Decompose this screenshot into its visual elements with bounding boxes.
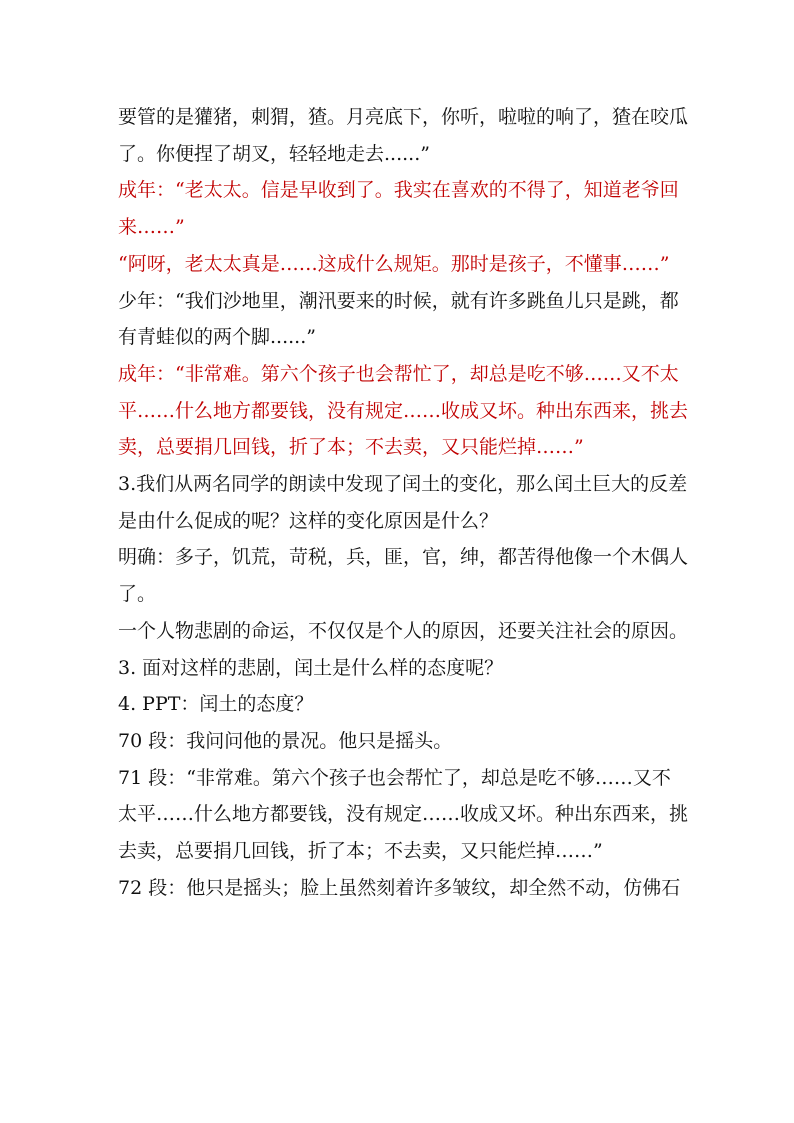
text-line: 了。你便捏了胡叉，轻轻地走去......” [118, 142, 430, 165]
text-line-red: 成年：“老太太。信是早收到了。我实在喜欢的不得了，知道老爷回 [118, 179, 679, 202]
text-line: 3. 面对这样的悲剧，闰土是什么样的态度呢？ [118, 656, 504, 679]
text-line: 70 段：我问问他的景况。他只是摇头。 [118, 729, 453, 752]
text-line-red: 平……什么地方都要钱，没有规定……收成又坏。种出东西来，挑去 [118, 399, 689, 422]
document-body [118, 99, 698, 906]
text-line-red: 成年：“非常难。第六个孩子也会帮忙了，却总是吃不够……又不太 [118, 362, 679, 385]
text-line-red: 卖，总要捐几回钱，折了本；不去卖，又只能烂掉……” [118, 436, 584, 459]
text-line: 4. PPT：闰土的态度？ [118, 693, 314, 716]
text-line: 有青蛙似的两个脚......” [118, 326, 316, 349]
text-line: 明确：多子，饥荒，苛税，兵，匪，官，绅，都苦得他像一个木偶人 [118, 546, 689, 569]
text-line: 72 段：他只是摇头；脸上虽然刻着许多皱纹，却全然不动，仿佛石 [118, 876, 681, 899]
text-line-red: 来……” [118, 216, 185, 239]
text-line: 少年：“我们沙地里，潮汛要来的时候，就有许多跳鱼儿只是跳，都 [118, 289, 679, 312]
text-line-red: “阿呀，老太太真是……这成什么规矩。那时是孩子，不懂事……” [118, 252, 670, 275]
text-line: 了。 [118, 583, 157, 606]
text-line: 太平……什么地方都要钱，没有规定……收成又坏。种出东西来，挑 [118, 803, 689, 826]
text-line: 71 段：“非常难。第六个孩子也会帮忙了，却总是吃不够……又不 [118, 766, 671, 789]
text-line: 一个人物悲剧的命运，不仅仅是个人的原因，还要关注社会的原因。 [118, 619, 689, 642]
text-line: 3.我们从两名同学的朗读中发现了闰土的变化，那么闰土巨大的反差 [118, 473, 688, 496]
text-line: 是由什么促成的呢？这样的变化原因是什么？ [118, 509, 499, 532]
text-line: 要管的是獾猪，刺猬，猹。月亮底下，你听，啦啦的响了，猹在咬瓜 [118, 106, 689, 128]
text-line: 去卖，总要捐几回钱，折了本；不去卖，又只能烂掉……” [118, 840, 603, 863]
